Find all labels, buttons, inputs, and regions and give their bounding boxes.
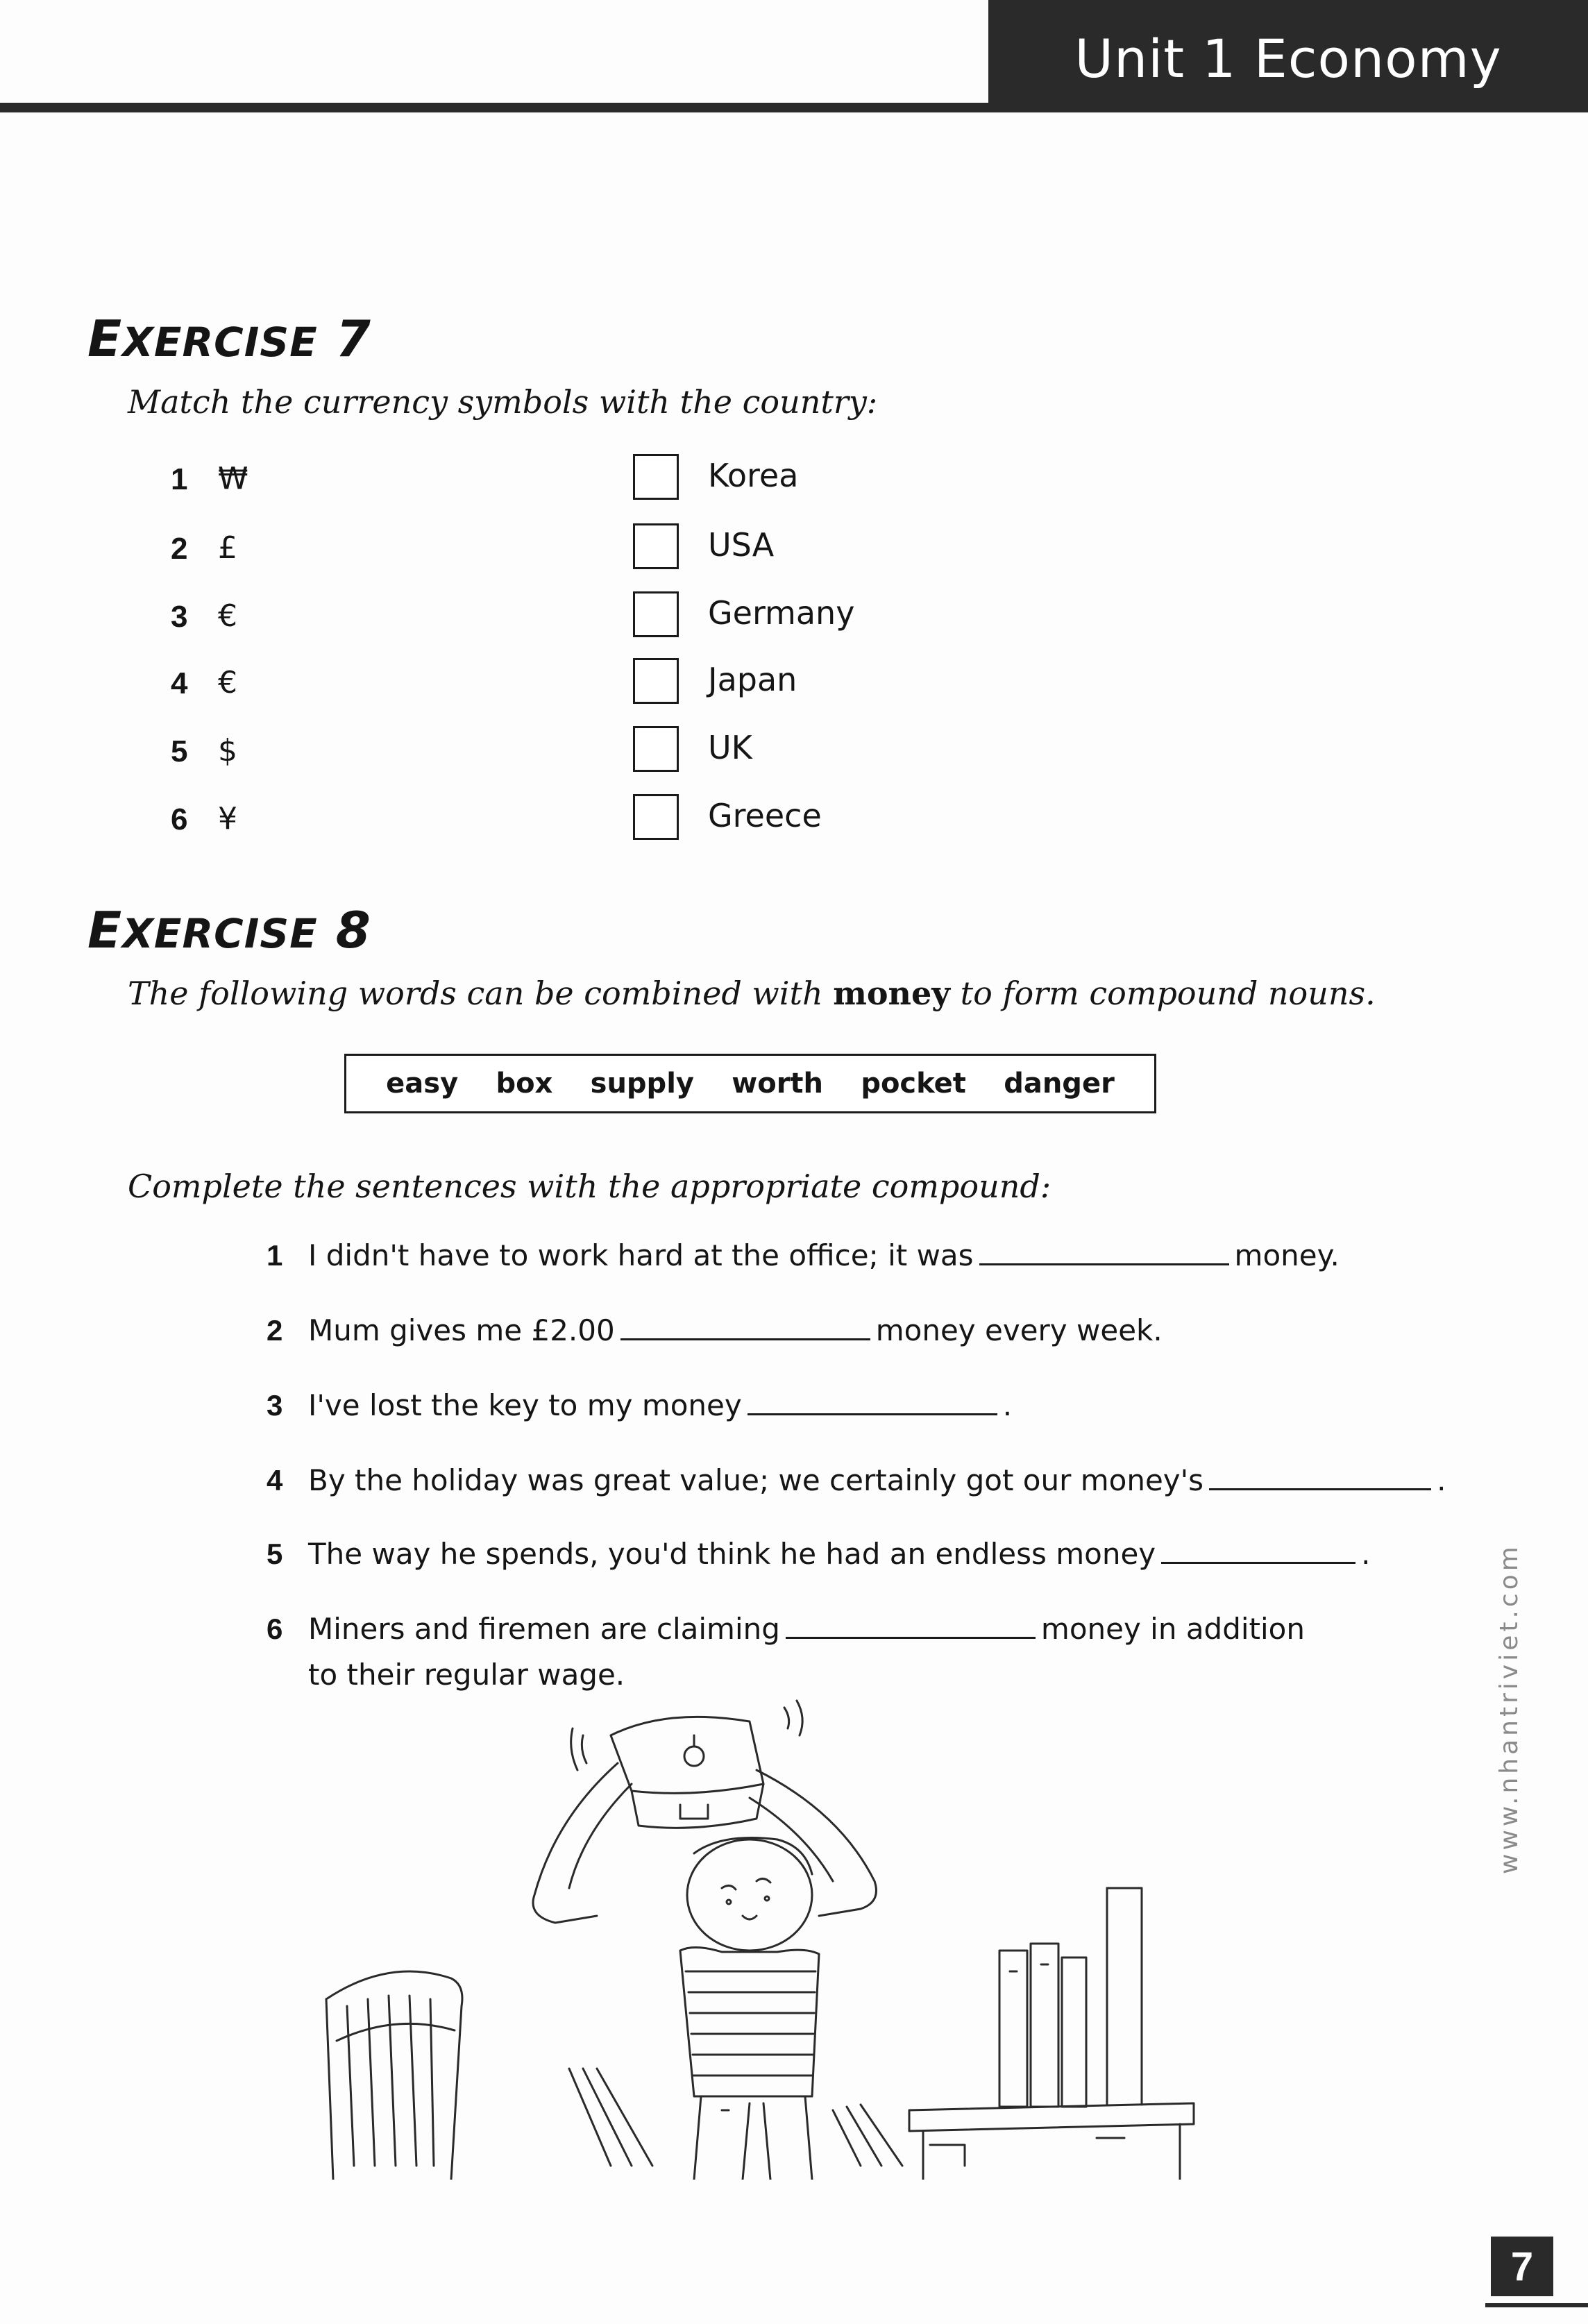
country-label: USA [708, 526, 775, 564]
sentence-number: 6 [267, 1613, 283, 1645]
currency-symbol: € [218, 665, 237, 700]
exercise-7-title: EXERCISE 7 [87, 310, 371, 368]
match-row [171, 454, 1004, 510]
item-number: 2 [171, 532, 188, 566]
match-row [171, 726, 1004, 782]
word-bank-item: worth [732, 1068, 824, 1100]
arms-illustration [533, 1763, 877, 1923]
answer-blank[interactable] [620, 1311, 870, 1340]
match-row [171, 658, 1004, 714]
sentence-continuation: to their regular wage. [308, 1658, 625, 1692]
currency-symbol: ¥ [218, 801, 237, 836]
word-bank-item: danger [1004, 1068, 1115, 1100]
country-label: Japan [708, 661, 797, 698]
currency-symbol: ₩ [218, 461, 248, 496]
answer-blank[interactable] [1209, 1460, 1431, 1490]
match-row [171, 794, 1004, 850]
answer-box[interactable] [633, 523, 679, 569]
country-label: UK [708, 729, 752, 766]
country-label: Greece [708, 797, 822, 834]
exercise-8-instruction-2: Complete the sentences with the appropriate compound: [128, 1168, 1051, 1205]
item-number: 3 [171, 600, 188, 634]
currency-symbol: £ [218, 530, 237, 566]
country-label: Germany [708, 594, 855, 632]
answer-box[interactable] [633, 591, 679, 637]
answer-box[interactable] [633, 794, 679, 840]
match-row [171, 523, 1004, 579]
striped-shirt-illustration [680, 1947, 819, 2096]
website-watermark: www.nhantriviet.com [1495, 1543, 1523, 1874]
answer-blank[interactable] [747, 1386, 997, 1415]
country-label: Korea [708, 457, 799, 494]
sentence-number: 4 [267, 1464, 283, 1497]
chair-illustration [326, 1971, 462, 2180]
exercise-8-title: EXERCISE 8 [87, 901, 371, 959]
exercise-7-instruction: Match the currency symbols with the country: [128, 383, 878, 421]
word-bank-item: easy [386, 1068, 459, 1100]
sentence-number: 1 [267, 1239, 283, 1272]
answer-box[interactable] [633, 454, 679, 500]
word-bank-item: supply [590, 1068, 694, 1100]
unit-title: Unit 1 Economy [1074, 27, 1502, 90]
table-with-books-illustration [909, 1888, 1194, 2180]
word-bank-item: box [496, 1068, 553, 1100]
word-bank-item: pocket [861, 1068, 966, 1100]
page-number: 7 [1491, 2237, 1553, 2296]
boy-with-money-box-illustration [305, 1680, 1235, 2180]
sentence-number: 2 [267, 1314, 283, 1347]
answer-blank[interactable] [979, 1236, 1229, 1265]
motion-lines [569, 2069, 902, 2166]
answer-box[interactable] [633, 658, 679, 704]
legs-illustration [694, 2096, 812, 2180]
page-number-rule [1485, 2303, 1588, 2307]
answer-blank[interactable] [1161, 1534, 1355, 1564]
word-bank [344, 1054, 1156, 1113]
sentence-number: 3 [267, 1389, 283, 1422]
item-number: 1 [171, 462, 188, 496]
head-illustration [687, 1838, 812, 1951]
currency-symbol: € [218, 598, 237, 634]
item-number: 4 [171, 666, 188, 700]
sentence-number: 5 [267, 1538, 283, 1570]
unit-header [988, 0, 1588, 111]
answer-blank[interactable] [786, 1609, 1036, 1639]
answer-box[interactable] [633, 726, 679, 772]
item-number: 6 [171, 802, 188, 836]
keyword-money: money [833, 975, 950, 1012]
currency-symbol: $ [218, 733, 237, 768]
match-row [171, 591, 1004, 647]
exercise-8-instruction: The following words can be combined with money to form compound nouns. [128, 975, 1376, 1012]
item-number: 5 [171, 734, 188, 768]
